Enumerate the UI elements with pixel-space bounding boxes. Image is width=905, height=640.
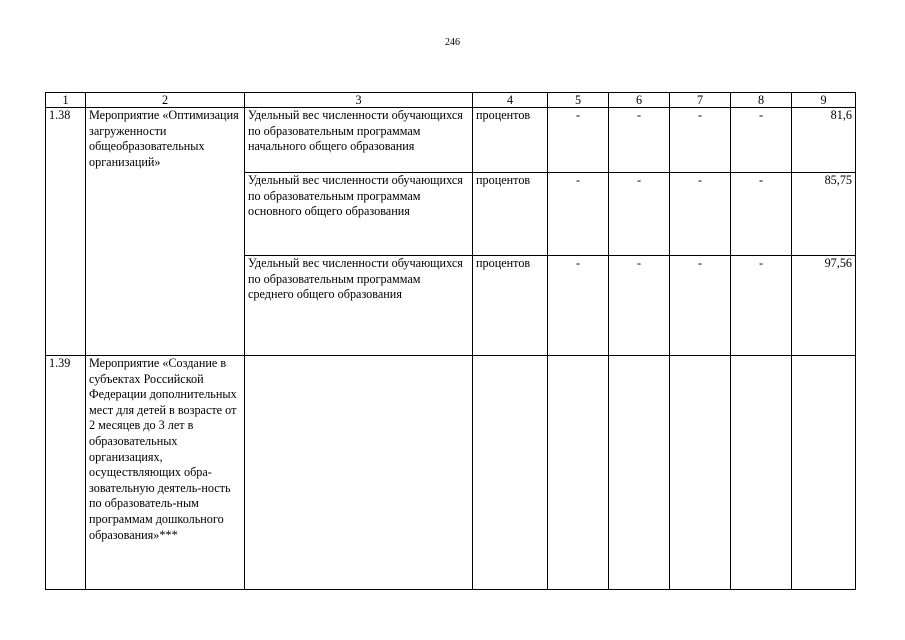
row-number: 1.38 [46,108,86,356]
value-cell-col8: - [731,256,792,356]
table-row [46,108,856,173]
value-cell-col8: - [731,173,792,256]
value-cell-col6: - [609,108,670,173]
unit-cell [473,356,548,590]
indicator-name: Удельный вес численности обучающихся по образовательным программам основного общего образования [245,173,473,256]
value-cell-col9: 97,56 [792,256,856,356]
value-cell-col9 [792,356,856,590]
value-cell-col7: - [670,256,731,356]
unit-cell: процентов [473,173,548,256]
value-cell-col6: - [609,256,670,356]
indicator-name: Удельный вес численности обучающихся по образовательным программам среднего общего образования [245,256,473,356]
header-cell: 9 [792,93,856,108]
unit-cell: процентов [473,108,548,173]
indicator-name: Удельный вес численности обучающихся по образовательным программам начального общего образования [245,108,473,173]
table-header-row [46,93,856,108]
value-cell-col9: 85,75 [792,173,856,256]
header-cell: 6 [609,93,670,108]
value-cell-col6 [609,356,670,590]
table-row [46,356,856,590]
header-cell: 2 [86,93,245,108]
header-cell: 7 [670,93,731,108]
value-cell-col9: 81,6 [792,108,856,173]
value-cell-col5 [548,356,609,590]
event-name: Мероприятие «Создание в субъектах Российской Федерации дополнительных мест для детей в возрасте от 2 месяцев до 3 лет в образовательных организациях, осуществляющих обра-зовательную деятель-ность по образователь-ным программам дошкольного образования»*** [86,356,245,590]
value-cell-col6: - [609,173,670,256]
value-cell-col5: - [548,108,609,173]
unit-cell: процентов [473,256,548,356]
value-cell-col8: - [731,108,792,173]
header-cell: 3 [245,93,473,108]
value-cell-col7: - [670,173,731,256]
row-number: 1.39 [46,356,86,590]
value-cell-col5: - [548,173,609,256]
value-cell-col8 [731,356,792,590]
header-cell: 5 [548,93,609,108]
event-name: Мероприятие «Оптимизация загруженности общеобразовательных организаций» [86,108,245,356]
header-cell: 1 [46,93,86,108]
value-cell-col5: - [548,256,609,356]
page-number: 246 [445,37,460,48]
value-cell-col7: - [670,108,731,173]
indicator-name [245,356,473,590]
indicator-table [45,92,856,590]
value-cell-col7 [670,356,731,590]
header-cell: 8 [731,93,792,108]
header-cell: 4 [473,93,548,108]
